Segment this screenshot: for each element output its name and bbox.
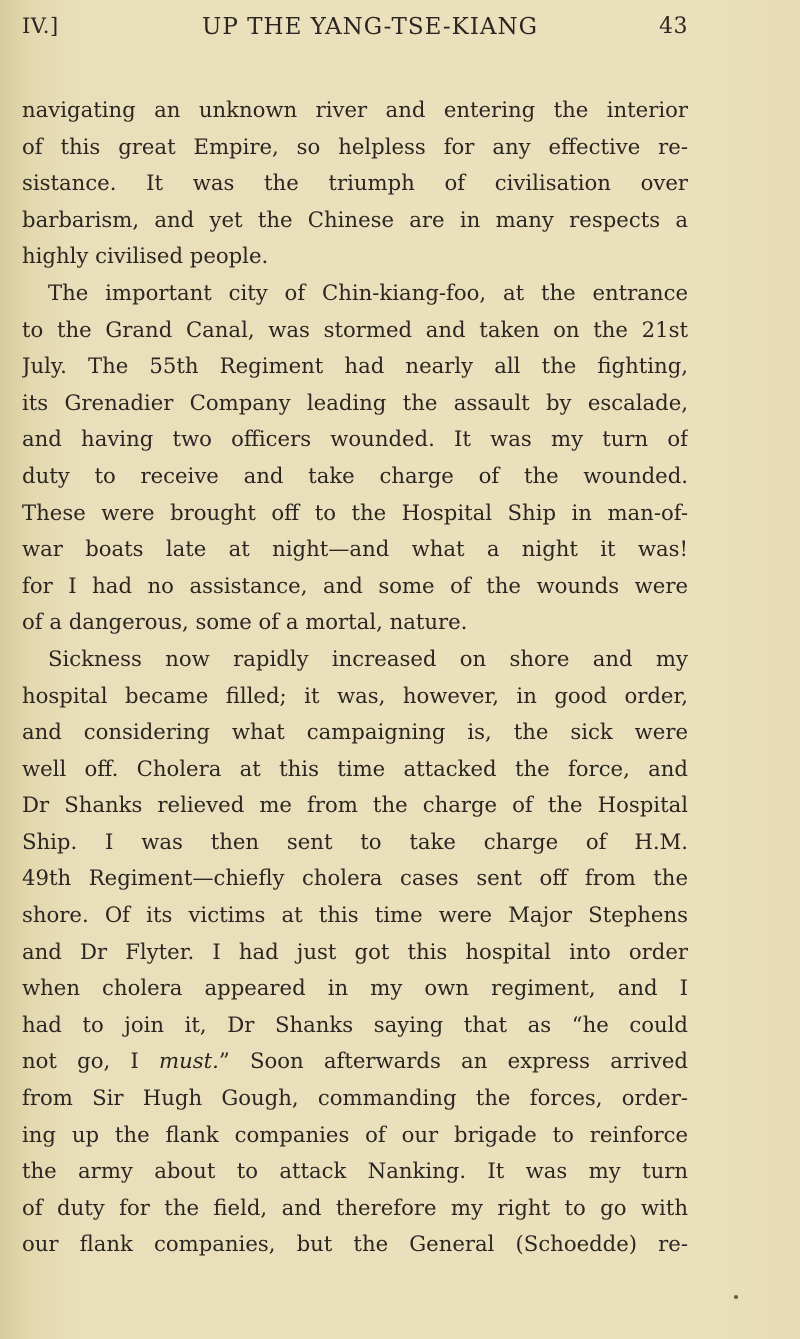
text-line: duty to receive and take charge of the wounded. xyxy=(22,462,688,488)
body-text xyxy=(22,92,688,1263)
text-line: navigating an unknown river and entering the interior xyxy=(22,97,688,122)
page-number: 43 xyxy=(659,14,688,39)
paragraph-end-line: highly civilised people. xyxy=(22,243,269,269)
text-line: barbarism, and yet the Chinese are in many respects a xyxy=(22,206,688,232)
text-line: 49th Regiment—chiefly cholera cases sent off from the xyxy=(22,865,688,891)
text-line: July. The 55th Regiment had nearly all the fighting, xyxy=(22,353,688,379)
text-line xyxy=(22,1043,688,1080)
text-line: the army about to attack Nanking. It was my turn xyxy=(22,1158,688,1184)
line-segment: not go, I xyxy=(22,1048,160,1074)
text-line: our flank companies, but the General (Schoedde) re- xyxy=(22,1231,688,1257)
text-line: shore. Of its victims at this time were Major Stephens xyxy=(22,902,688,928)
paragraph-start-line: Sickness now rapidly increased on shore and my xyxy=(48,645,688,671)
text-line: its Grenadier Company leading the assault by escalade, xyxy=(22,389,688,415)
text-line: Ship. I was then sent to take charge of H.M. xyxy=(22,828,688,854)
chapter-number: IV.] xyxy=(22,14,59,38)
text-line: to the Grand Canal, was stormed and taken on the 21st xyxy=(22,316,688,342)
text-line: hospital became filled; it was, however, in good order, xyxy=(22,682,688,708)
italic-emphasis: must. xyxy=(159,1048,219,1074)
text-line: from Sir Hugh Gough, commanding the forces, order- xyxy=(22,1085,688,1111)
text-line: and Dr Flyter. I had just got this hospital into order xyxy=(22,938,688,964)
text-line: sistance. It was the triumph of civilisation over xyxy=(22,170,688,196)
running-head xyxy=(22,14,688,54)
text-line: war boats late at night—and what a night it was! xyxy=(22,536,688,562)
text-line: Dr Shanks relieved me from the charge of the Hospital xyxy=(22,792,688,818)
text-line: of duty for the field, and therefore my right to go with xyxy=(22,1194,688,1220)
text-line: These were brought off to the Hospital Ship in man-of- xyxy=(22,499,688,525)
text-line: and considering what campaigning is, the sick were xyxy=(22,719,688,745)
text-line: for I had no assistance, and some of the wounds were xyxy=(22,572,688,598)
text-line: ing up the flank companies of our brigade to reinforce xyxy=(22,1121,688,1147)
paper-speck xyxy=(734,1295,738,1299)
text-line: well off. Cholera at this time attacked the force, and xyxy=(22,755,688,781)
line-segment: ” Soon afterwards an express arrived xyxy=(218,1048,688,1074)
text-line: of this great Empire, so helpless for any effective re- xyxy=(22,133,688,159)
paragraph-start-line: The important city of Chin-kiang-foo, at the entrance xyxy=(48,279,688,305)
text-line: when cholera appeared in my own regiment, and I xyxy=(22,975,688,1001)
text-line: had to join it, Dr Shanks saying that as “he could xyxy=(22,1011,688,1037)
paragraph-end-line: of a dangerous, some of a mortal, nature. xyxy=(22,609,468,635)
text-line: and having two officers wounded. It was my turn of xyxy=(22,426,688,452)
running-title: UP THE YANG-TSE-KIANG xyxy=(202,14,539,40)
